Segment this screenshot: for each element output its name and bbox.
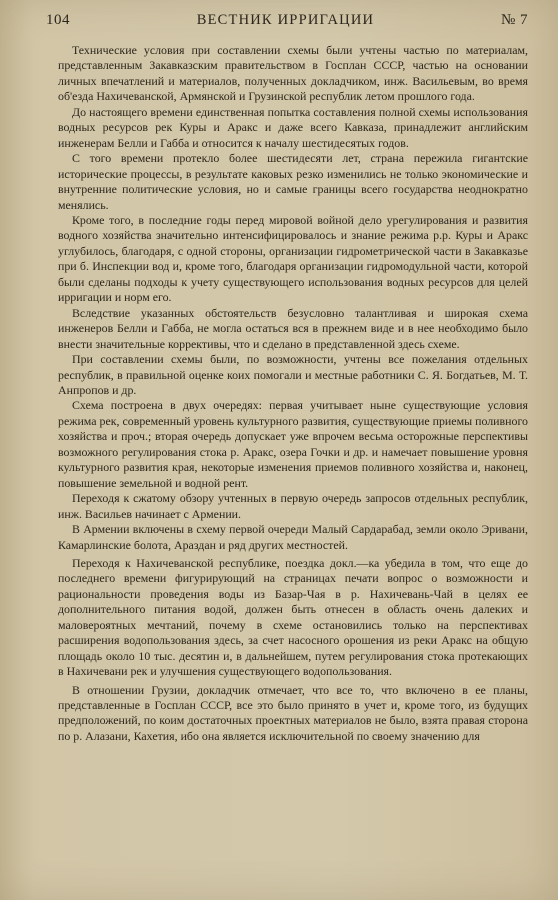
page-number: 104 [46,12,70,28]
paragraph: Переходя к сжатому обзору учтенных в первую очередь запросов отдельных республик, инж. Васильев начинает с Армении. [58,491,528,521]
paragraph: Вследствие указанных обстоятельств безусловно талантливая и широкая схема инженеров Белли и Габба, не могла остаться вся в прежнем виде и в нее необходимо было внести значительные коррективы, что и сделано в представленной здесь схеме. [58,305,528,351]
paragraph: При составлении схемы были, по возможности, учтены все пожелания отдельных республик, в правильной оценке коих помогали и местные работники С. Я. Богдатьев, М. Т. Анпропов и др. [58,352,528,397]
paragraph: Схема построена в двух очередях: первая учитывает ныне существующие условия режима рек, современный уровень культурного развития, существующие приемы поливного хозяйства и проч.; вторая очередь допускает уже впрочем весьма осторожные перспективы возможного регулирования стока р. Аракс, озера Гочки и др. и намечает повышение уровня культурного развития края, некоторые изменения приемов поливного хозяйства и, наконец, повышение земельной и водной рент. [58,398,528,490]
page-header [46,12,528,29]
paragraph: В отношении Грузии, докладчик отмечает, что все то, что включено в ее планы, представленные в Госплан СССР, все это было принято в учет и, кроме того, из будущих предположений, по коим достаточных проектных материалов не было, взята правая сторона по р. Алазани, Кахетия, ибо она является исключительной по своему значению для [58,682,528,743]
paragraph: До настоящего времени единственная попытка составления полной схемы использования водных ресурсов рек Куры и Аракс и даже всего Кавказа, принадлежит английским инженерам Белли и Габба и относится к началу шестидесятых годов. [58,104,528,150]
issue-number: № 7 [500,12,528,28]
paragraph: С того времени протекло более шестидесяти лет, страна пережила гигантские исторические процессы, в результате каковых резко изменились не только экономические и внутренние политические условия, но и самые границы всего государства неоднократно менялись. [58,151,528,212]
article-body [58,43,528,744]
paragraph: Переходя к Нахичеванской республике, поездка докл.—ка убедила в том, что еще до последнего времени фигурирующий на страницах печати вопрос о возможности и рациональности проведения воды из Базар-Чая в р. Нахичевань-Чай в целях ее дополнительного питания водой, должен быть отнесен в область очень далеких и маловероятных мечтаний, почему в схеме остановились только на перспективах расширения водопользования здесь, за счет насосного орошения из реки Аракс на общую площадь около 10 тыс. десятин и, в дальнейшем, путем регулирования стока протекающих в Нахичевани рек и улучшения существующего водопользования. [58,555,528,679]
journal-title: ВЕСТНИК ИРРИГАЦИИ [196,12,375,28]
paragraph: В Армении включены в схему первой очереди Малый Сардарабад, земли около Эривани, Камарлинские болота, Араздан и ряд других местностей. [58,522,528,552]
paragraph: Кроме того, в последние годы перед мировой войной дело урегулирования и развития водного хозяйства значительно интенсифицировалось и знание режима р.р. Куры и Аракс углубилось, благодаря, с одной стороны, организации гидрометрической части в Закавказье при б. Инспекции вод и, кроме того, благодаря организации гидромодульной части, которой были сделаны подходы к учету существующего использования водных ресурсов для целей ирригации и норм его. [58,212,528,305]
paragraph: Технические условия при составлении схемы были учтены частью по материалам, представленным Закавказским правительством в Госплан СССР, частью на основании личных впечатлений и материалов, полученных докладчиком, инж. Васильевым, во время об'езда Нахичеванской, Армянской и Грузинской республик летом прошлого года. [58,43,528,104]
